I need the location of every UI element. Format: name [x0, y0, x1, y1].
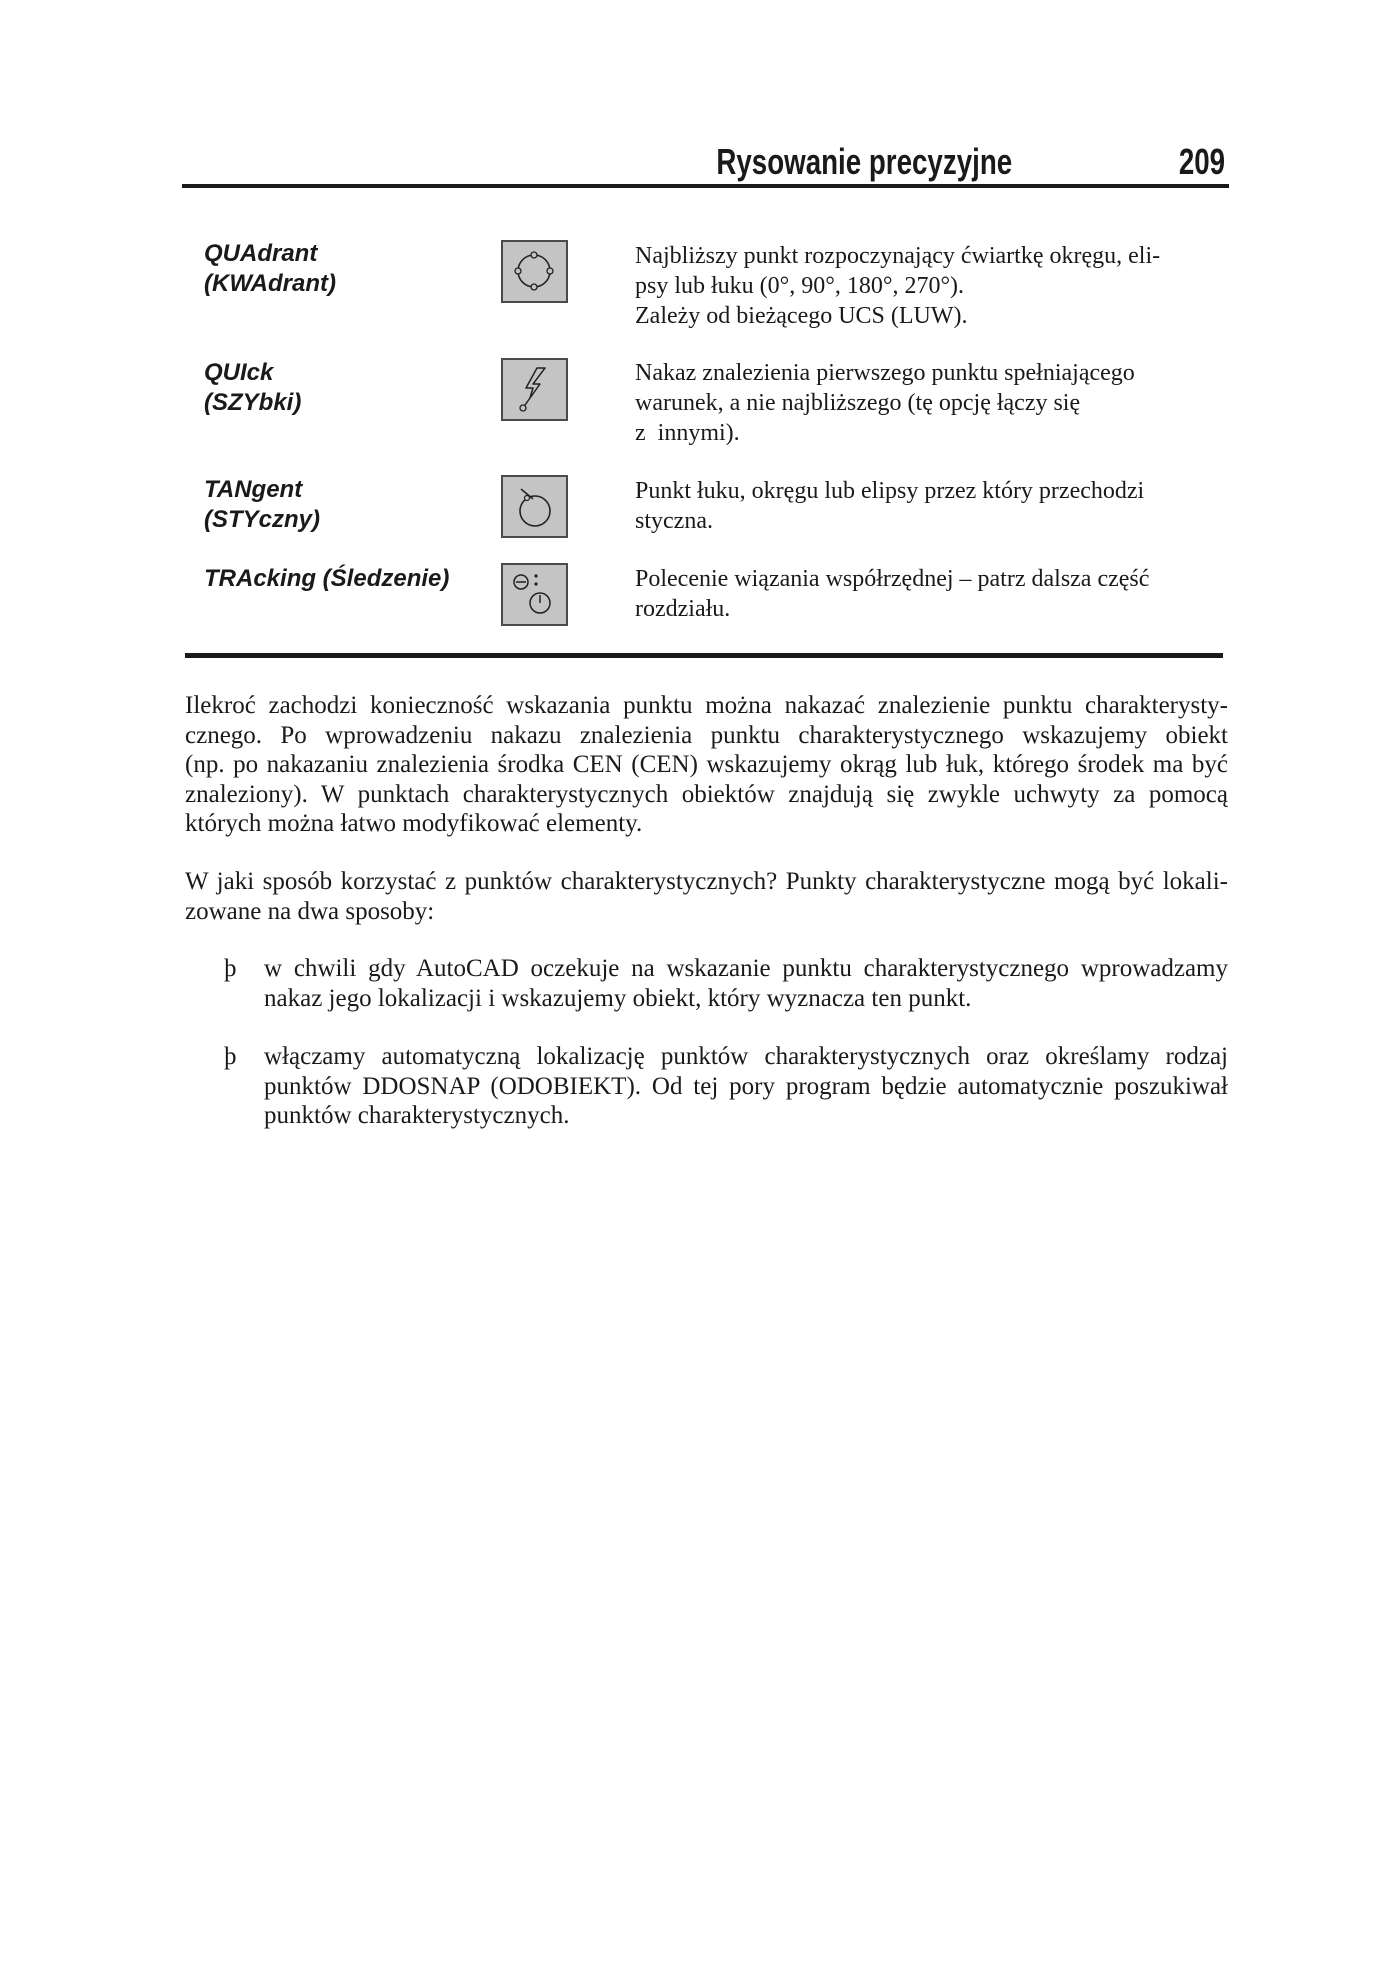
term-label: TANgent — [204, 476, 303, 503]
description-line: Zależy od bieżącego UCS (LUW). — [635, 303, 968, 329]
paragraph-line: znaleziony). W punktach charakterystycznych obiektów znajdują się zwykle uchwyty za pomocą — [185, 780, 1228, 808]
term-label: QUAdrant — [204, 240, 318, 267]
bullet-item — [264, 1042, 1228, 1131]
osnap-term-tracking — [204, 564, 449, 594]
term-label: QUIck — [204, 359, 274, 386]
bullet-line: w chwili gdy AutoCAD oczekuje na wskazanie punktu charakterystycznego wprowadzamy — [264, 955, 1228, 982]
term-label: TRAcking (Śledzenie) — [204, 565, 450, 592]
bullet-marker: þ — [224, 955, 237, 982]
description-line: Polecenie wiązania współrzędnej – patrz dalsza część — [635, 566, 1150, 592]
paragraph-line: których można łatwo modyfikować elementy. — [185, 810, 643, 838]
bullet-line: nakaz jego lokalizacji i wskazujemy obiekt, który wyznacza ten punkt. — [264, 984, 972, 1012]
paragraph-line: cznego. Po wprowadzeniu nakazu znalezienia punktu charakterystycznego wskazujemy obiekt — [185, 721, 1228, 749]
description-line: styczna. — [635, 508, 713, 534]
osnap-description-quadrant — [635, 241, 1160, 331]
osnap-term-quick — [204, 358, 301, 418]
body-paragraph — [185, 867, 1228, 926]
bullet-item — [264, 954, 1228, 1013]
term-translation: (SZYbki) — [204, 389, 302, 416]
quick-icon — [501, 358, 568, 421]
running-header — [182, 140, 1229, 188]
chapter-title: Rysowanie precyzyjne — [716, 141, 1012, 182]
term-translation: (KWAdrant) — [204, 270, 336, 297]
osnap-term-tangent — [204, 475, 320, 535]
term-translation: (STYczny) — [204, 506, 321, 533]
bullet-marker: þ — [224, 1043, 237, 1070]
bullet-line: włączamy automatyczną lokalizację punktów charakterystycznych oraz określamy rodzaj — [264, 1043, 1228, 1070]
description-line: Najbliższy punkt rozpoczynający ćwiartkę okręgu, eli- — [635, 243, 1161, 269]
description-line: rozdziału. — [635, 596, 731, 622]
description-line: z innymi). — [635, 420, 740, 446]
paragraph-line: (np. po nakazaniu znalezienia środka CEN (CEN) wskazujemy okrąg lub łuk, którego środek ma być — [185, 751, 1228, 779]
body-paragraph — [185, 691, 1228, 839]
tangent-icon — [501, 475, 568, 538]
osnap-term-quadrant — [204, 239, 336, 299]
bullet-line: punktów charakterystycznych. — [264, 1102, 570, 1130]
paragraph-line: W jaki sposób korzystać z punktów charakterystycznych? Punkty charakterystyczne mogą być lokali- — [185, 868, 1228, 895]
quadrant-icon — [501, 240, 568, 303]
description-line: Punkt łuku, okręgu lub elipsy przez który przechodzi — [635, 478, 1145, 504]
page-number: 209 — [1178, 141, 1225, 182]
table-bottom-rule — [185, 653, 1223, 658]
tracking-icon — [501, 563, 568, 626]
paragraph-line: zowane na dwa sposoby: — [185, 897, 435, 925]
osnap-description-tracking — [635, 564, 1149, 624]
paragraph-line: Ilekroć zachodzi konieczność wskazania punktu można nakazać znalezienie punktu charakterysty- — [185, 692, 1228, 719]
description-line: Nakaz znalezienia pierwszego punktu spełniającego — [635, 360, 1135, 386]
description-line: psy lub łuku (0°, 90°, 180°, 270°). — [635, 273, 965, 299]
osnap-description-quick — [635, 358, 1135, 448]
description-line: warunek, a nie najbliższego (tę opcję łączy się — [635, 390, 1081, 416]
osnap-description-tangent — [635, 476, 1144, 536]
bullet-line: punktów DDOSNAP (ODOBIEKT). Od tej pory program będzie automatycznie poszukiwał — [264, 1072, 1228, 1100]
